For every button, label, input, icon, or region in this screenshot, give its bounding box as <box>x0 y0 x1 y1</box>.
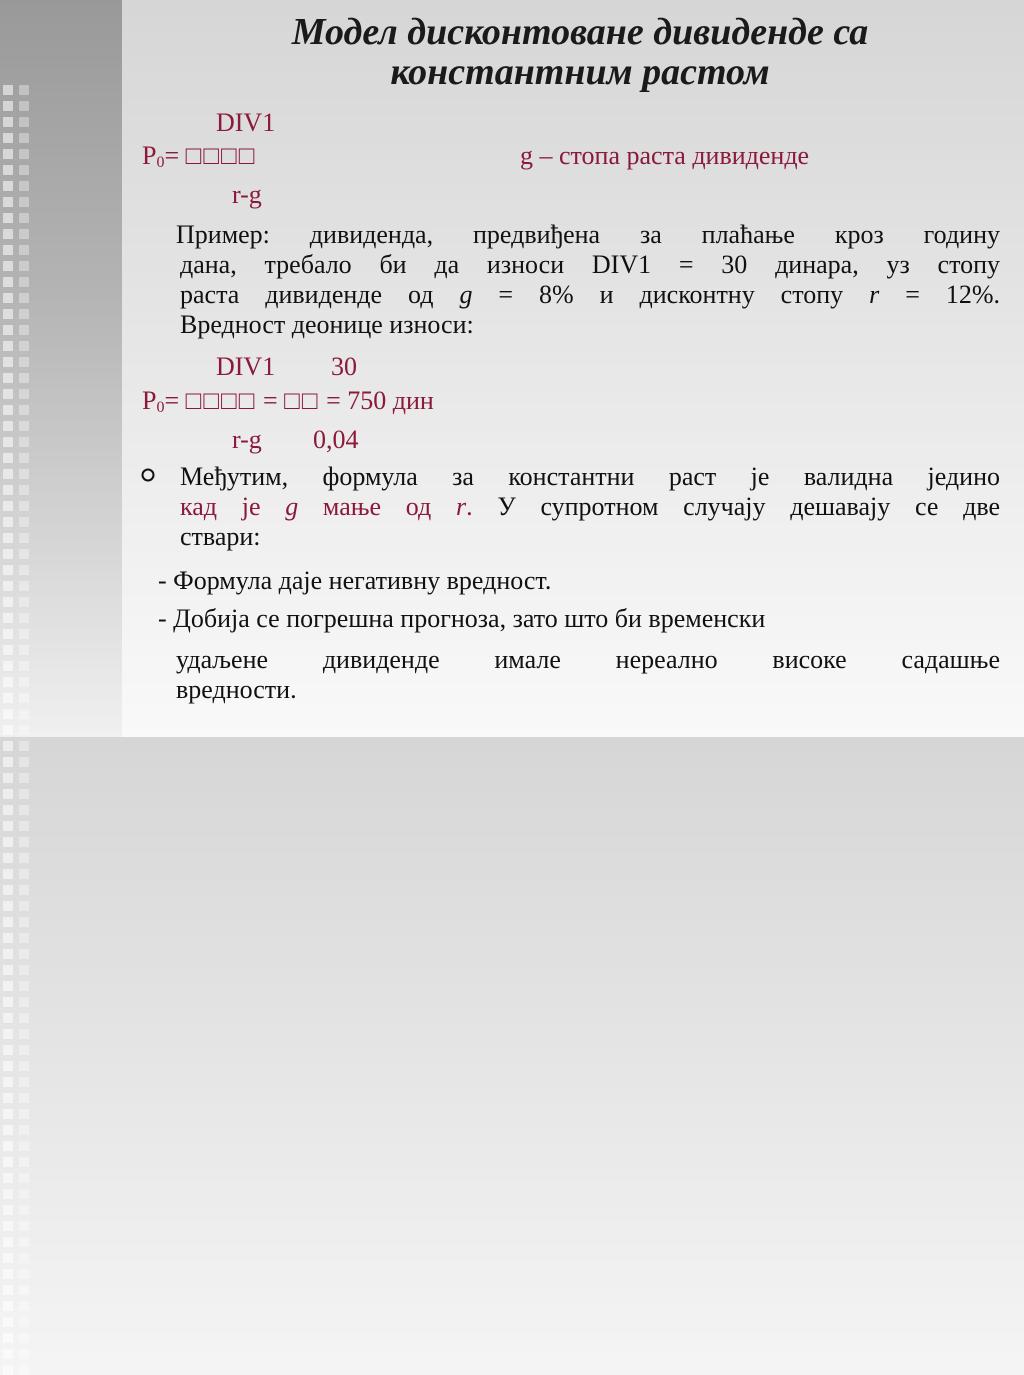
list-item-2-line3: вредности. <box>176 675 297 704</box>
bullet-paragraph <box>180 462 1000 552</box>
formula2-fraction-bar2: □□ <box>284 386 320 415</box>
formula2-p-sub: 0 <box>156 399 165 416</box>
list-item-2: - Добија се погрешна прогноза, зато што би временски <box>158 604 766 633</box>
bullet-line2: кад је g мање од r. У супротном случају дешавају се две <box>180 492 1000 521</box>
formula1-denominator: r-g <box>232 180 262 209</box>
formula2-p: P <box>142 386 157 415</box>
decorative-squares <box>3 85 39 725</box>
list-item-1: - Формула даје негативну вредност. <box>158 566 552 595</box>
formula2-denominator-rg: r-g <box>232 425 262 454</box>
formula2-line <box>142 386 434 423</box>
formula2-eq2: = <box>262 386 278 415</box>
formula1-p-sub: 0 <box>156 154 165 171</box>
formula2-denominator-004: 0,04 <box>313 425 359 454</box>
formula1-equals: = <box>164 141 180 170</box>
var-g: g <box>285 492 299 521</box>
example-line1: Пример: дивиденда, предвиђена за плаћање кроз годину <box>176 220 1000 249</box>
example-paragraph <box>176 220 1000 340</box>
formula2-eq1: = <box>164 386 180 415</box>
example-line2: дана, требало би да износи DIV1 = 30 динара, уз стопу <box>180 250 1000 279</box>
formula1-numerator: DIV1 <box>216 108 276 137</box>
formula2-numerator-div1: DIV1 <box>216 352 276 381</box>
list-item-2-continuation <box>176 645 1000 705</box>
formula2-numerator-30: 30 <box>331 352 357 381</box>
formula1-fraction-bar: □□□□ <box>185 141 257 170</box>
slide-title <box>150 12 1010 92</box>
decorative-left-band <box>0 0 122 737</box>
var-r: r <box>869 280 880 309</box>
bullet-line1: Међутим, формула за константни раст је валидна једино <box>180 462 1000 491</box>
example-line3: раста дивиденде од g = 8% и дисконтну стопу r = 12%. <box>180 280 1000 309</box>
formula1-lhs <box>142 141 256 178</box>
formula2-result: = 750 дин <box>326 386 434 415</box>
var-g: g <box>459 280 473 309</box>
var-r: r <box>455 492 467 521</box>
slide-title-line1: Модел дисконтоване дивиденде са <box>291 11 869 53</box>
slide-title-line2: константним растом <box>390 51 770 93</box>
circle-bullet-icon <box>140 466 156 489</box>
formula2-fraction-bar1: □□□□ <box>185 386 257 415</box>
example-line4: Вредност деонице износи: <box>180 310 474 339</box>
formula1-p: P <box>142 141 157 170</box>
list-item-2-line2: удаљене дивиденде имале нереално високе садашње <box>176 645 1000 674</box>
g-definition: g – стопа раста дивиденде <box>520 141 810 170</box>
bullet-line3: ствари: <box>180 522 261 551</box>
